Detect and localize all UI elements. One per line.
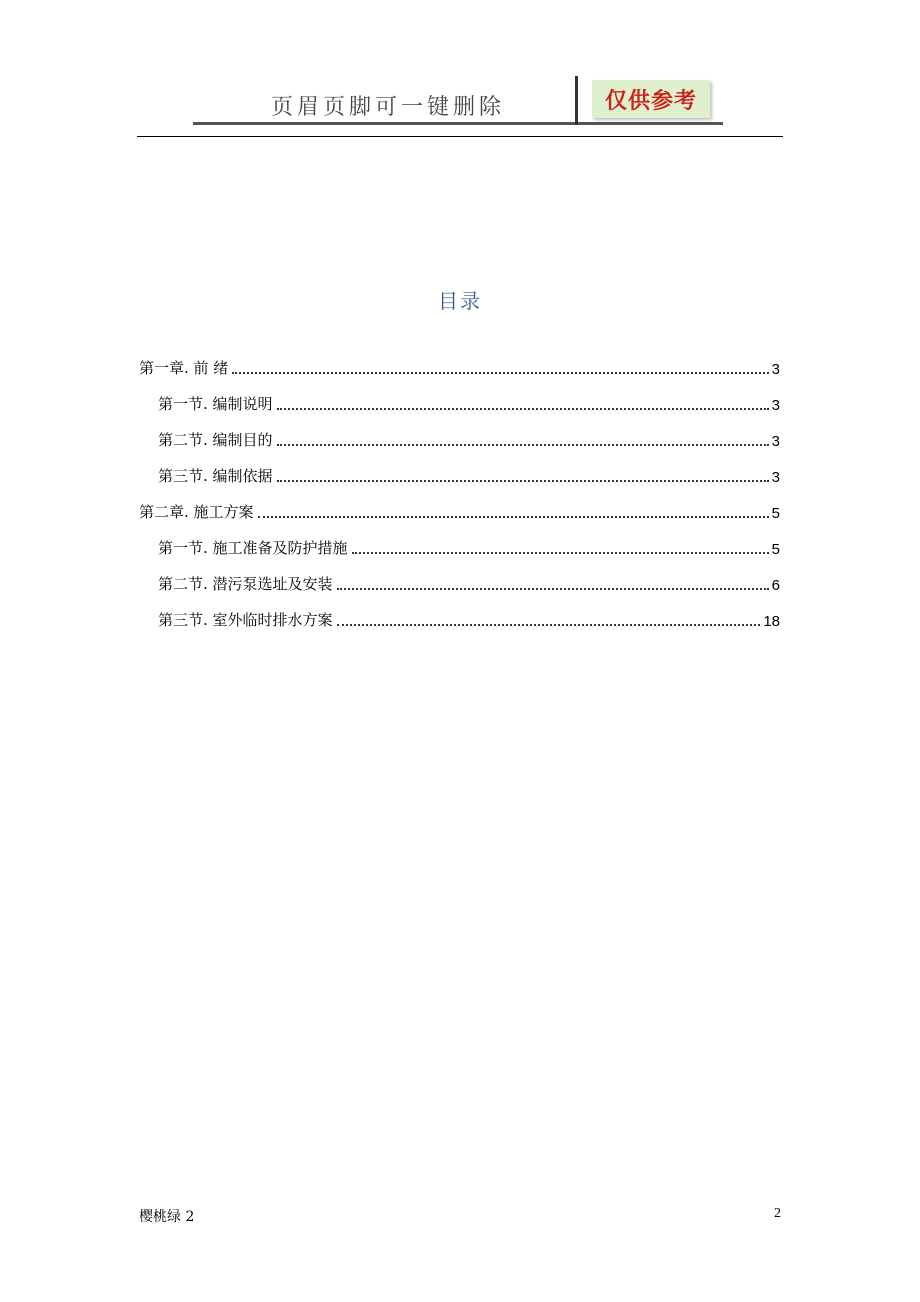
- toc-entry-label: 第二节. 潜污泵选址及安装: [158, 575, 333, 593]
- toc-entry-page: 6: [771, 577, 780, 594]
- toc-dot-leader: [277, 480, 769, 482]
- toc-list: [139, 346, 780, 634]
- toc-dot-leader: [337, 624, 761, 626]
- header-banner-divider: [575, 76, 578, 125]
- toc-entry-page: 18: [763, 613, 780, 630]
- toc-dot-leader: [352, 552, 769, 554]
- toc-entry-label: 第一节. 编制说明: [158, 395, 273, 413]
- toc-entry-section-2-2[interactable]: [139, 562, 780, 598]
- footer-left-text: 樱桃绿 2: [139, 1209, 195, 1225]
- toc-entry-page: 3: [771, 469, 780, 486]
- header-banner: [193, 76, 723, 126]
- toc-entry-section-2-1[interactable]: [139, 526, 780, 562]
- footer-page-number: 2: [774, 1206, 781, 1221]
- toc-entry-section-1-2[interactable]: [139, 418, 780, 454]
- toc-entry-section-1-1[interactable]: [139, 382, 780, 418]
- header-banner-underline: [193, 122, 723, 125]
- toc-entry-section-2-3[interactable]: [139, 598, 780, 634]
- toc-entry-label: 第一节. 施工准备及防护措施: [158, 539, 348, 557]
- toc-dot-leader: [277, 444, 769, 446]
- reference-only-stamp: 仅供参考: [592, 80, 710, 118]
- toc-entry-section-1-3[interactable]: [139, 454, 780, 490]
- toc-entry-label: 第二节. 编制目的: [158, 431, 273, 449]
- toc-entry-label: 第三节. 室外临时排水方案: [158, 611, 333, 629]
- toc-dot-leader: [258, 516, 769, 518]
- toc-entry-label: 第三节. 编制依据: [158, 467, 273, 485]
- toc-entry-page: 5: [771, 505, 780, 522]
- toc-entry-chapter-1[interactable]: [139, 346, 780, 382]
- toc-entry-page: 5: [771, 541, 780, 558]
- header-rule: [137, 136, 783, 137]
- toc-entry-page: 3: [771, 433, 780, 450]
- toc-entry-page: 3: [771, 397, 780, 414]
- toc-dot-leader: [337, 588, 769, 590]
- toc-entry-chapter-2[interactable]: [139, 490, 780, 526]
- toc-entry-label: 第一章. 前 绪: [139, 359, 229, 377]
- header-banner-text: 页眉页脚可一键删除: [271, 95, 506, 120]
- toc-entry-page: 3: [771, 361, 780, 378]
- toc-dot-leader: [232, 372, 768, 374]
- toc-title: 目录: [438, 289, 482, 313]
- toc-dot-leader: [277, 408, 769, 410]
- toc-entry-label: 第二章. 施工方案: [139, 503, 254, 521]
